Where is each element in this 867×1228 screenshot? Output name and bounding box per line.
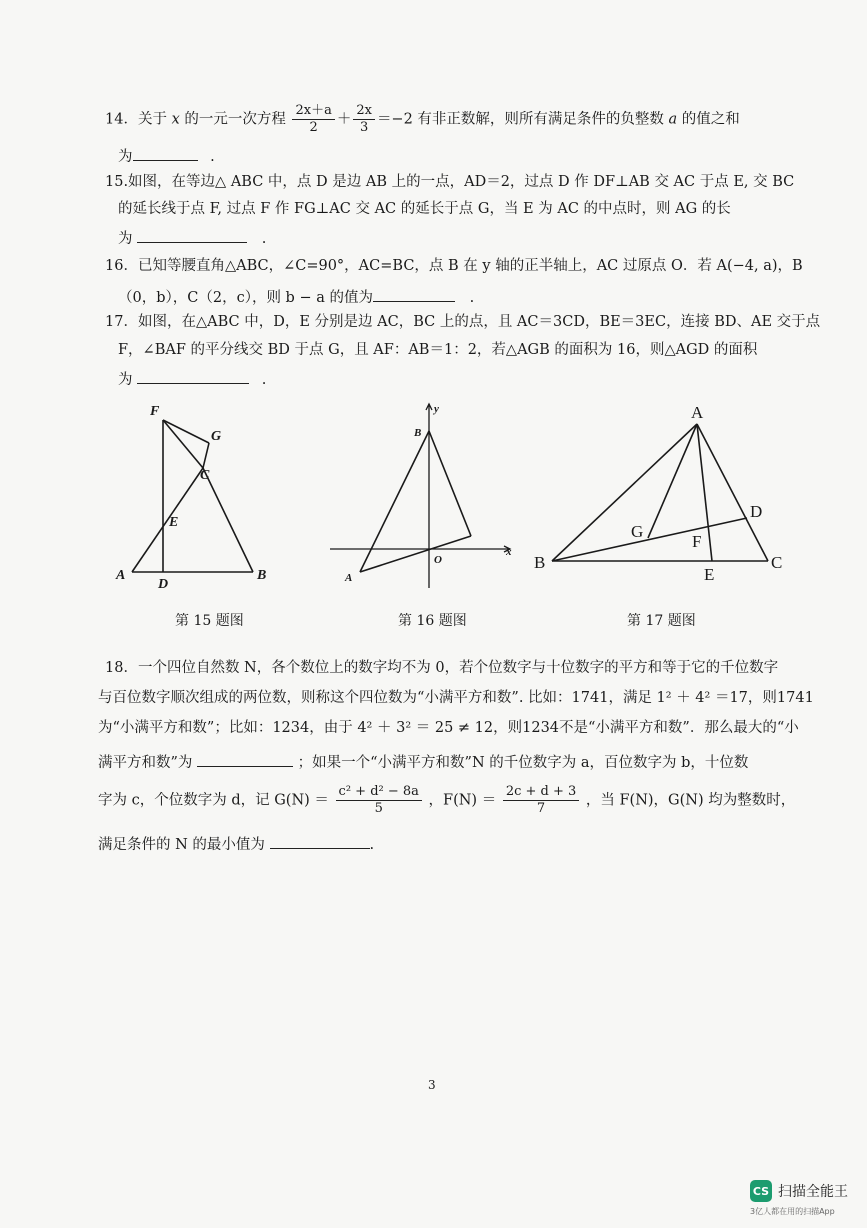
q15-line2: 的延长线于点 F, 过点 F 作 FG⊥AC 交 AC 的延长于点 G，当 E 为 AC 的中点时，则 AG 的长: [118, 201, 731, 217]
camscanner-logo-icon: CS: [750, 1180, 772, 1202]
q18-line3: 为“小满平方和数”；比如：1234，由于 4² ＋ 3² ＝ 25 ≠ 12，则1234不是“小满平方和数”．那么最大的“小: [98, 720, 799, 736]
fig17-label-F: F: [692, 532, 702, 551]
q18-answer-blank-1[interactable]: [197, 752, 293, 767]
fig16-segment-BC: [429, 431, 471, 536]
fig15-segment-FG: [163, 420, 209, 443]
q15-answer-blank[interactable]: [137, 228, 247, 243]
fig15-label-C: C: [200, 468, 210, 483]
figure-15: [105, 398, 285, 593]
fig16-label-A: A: [345, 572, 353, 584]
q18-fraction-G: $\frac{\text{c² + d² − 8a}}{5}$: [336, 784, 422, 817]
q14-line2: 为 .: [118, 146, 215, 166]
q18-fraction-F: $\frac{2c + d + 3}{7}$: [503, 784, 579, 817]
fig16-label-B: B: [414, 427, 422, 439]
q15-line3: 为 .: [118, 228, 266, 248]
q18-answer-blank-2[interactable]: [270, 834, 370, 849]
fig16-label-O: O: [434, 554, 442, 566]
fig15-segment-FC: [163, 420, 203, 468]
fig17-label-A: A: [691, 403, 704, 422]
fig17-label-D: D: [750, 502, 763, 521]
fig17-segment-AC: [697, 424, 768, 561]
watermark-tagline: 3亿人都在用的扫描App: [750, 1207, 835, 1216]
figure-16: [330, 398, 520, 593]
q16-line1: 16．已知等腰直角△ABC，∠C=90°，AC=BC，点 B 在 y 轴的正半轴上，AC 过原点 O．若 A(−4, a)，B: [105, 258, 803, 274]
q14-line1: 14．关于 x 的一元一次方程 $\frac{2x+a}{2}$ ＋ $\frac{2x}{3}$ ＝−2 有非正数解，则所有满足条件的负整数 a 的值之和: [105, 103, 740, 135]
fig15-caption: 第 15 题图: [175, 613, 244, 629]
fig16-caption: 第 16 题图: [398, 613, 467, 629]
fig16-label-y: y: [434, 403, 439, 415]
fig15-label-G: G: [211, 429, 222, 444]
q15-line1: 15.如图，在等边△ ABC 中，点 D 是边 AB 上的一点，AD＝2，过点 D 作 DF⊥AB 交 AC 于点 E, 交 BC: [105, 174, 795, 190]
fig17-label-C: C: [771, 553, 783, 572]
fig15-label-A: A: [116, 568, 126, 583]
fig15-label-D: D: [158, 577, 169, 592]
q16-line2: （0，b），C（2，c），则 b − a 的值为 .: [118, 287, 474, 307]
q18-line6: 满足条件的 N 的最小值为 .: [98, 834, 374, 854]
q16-answer-blank[interactable]: [373, 287, 455, 302]
q18-line4: 满平方和数”为 ；如果一个“小满平方和数”N 的千位数字为 a，百位数字为 b，十位数: [98, 752, 748, 772]
fig16-segment-AC: [360, 536, 471, 572]
page-number: 3: [428, 1078, 436, 1092]
fig17-segment-BD: [552, 518, 747, 561]
watermark-name: 扫描全能王: [778, 1184, 848, 1200]
fig15-segment-GC: [203, 443, 209, 468]
fig17-label-E: E: [704, 565, 715, 584]
fig17-label-B: B: [534, 553, 546, 572]
q14-fraction-1: $\frac{2x+a}{2}$: [292, 103, 334, 136]
fig15-label-F: F: [150, 404, 160, 419]
fig15-segment-BC: [203, 468, 253, 572]
fig15-label-B: B: [257, 568, 267, 583]
fig17-label-G: G: [631, 522, 644, 541]
q18-line2: 与百位数字顺次组成的两位数，则称这个四位数为“小满平方和数”. 比如：1741，满足 1² ＋ 4² ＝17，则1741: [98, 690, 814, 706]
q17-line1: 17．如图，在△ABC 中，D，E 分别是边 AC，BC 上的点，且 AC＝3CD，BE＝3EC，连接 BD、AE 交于点: [105, 314, 821, 330]
fig15-segment-AC: [132, 468, 203, 572]
fig16-label-x: x: [506, 546, 512, 558]
q14-answer-blank[interactable]: [133, 146, 198, 161]
fig17-segment-AG: [648, 424, 697, 538]
fig17-caption: 第 17 题图: [627, 613, 696, 629]
fig15-label-E: E: [169, 515, 179, 530]
q18-line1: 18．一个四位自然数 N，各个数位上的数字均不为 0，若个位数字与十位数字的平方和等于它的千位数字: [105, 660, 779, 676]
q18-line5: 字为 c，个位数字为 d，记 G(N) ＝ $\frac{\text{c² + d² − 8a}}{5}$ ，F(N) ＝ $\frac{2c + d + 3}{7}$ ，当 F(N)，G(N) 均为整数时，: [98, 784, 796, 816]
q17-answer-blank[interactable]: [137, 369, 249, 384]
q17-line3: 为 .: [118, 369, 266, 389]
figure-17: [528, 398, 798, 593]
fig16-segment-AB: [360, 431, 429, 572]
fig17-segment-AB: [552, 424, 697, 561]
q17-line2: F，∠BAF 的平分线交 BD 于点 G，且 AF：AB＝1：2，若△AGB 的面积为 16，则△AGD 的面积: [118, 342, 758, 358]
scanner-watermark: [750, 1180, 848, 1216]
q14-fraction-2: $\frac{2x}{3}$: [353, 103, 375, 136]
